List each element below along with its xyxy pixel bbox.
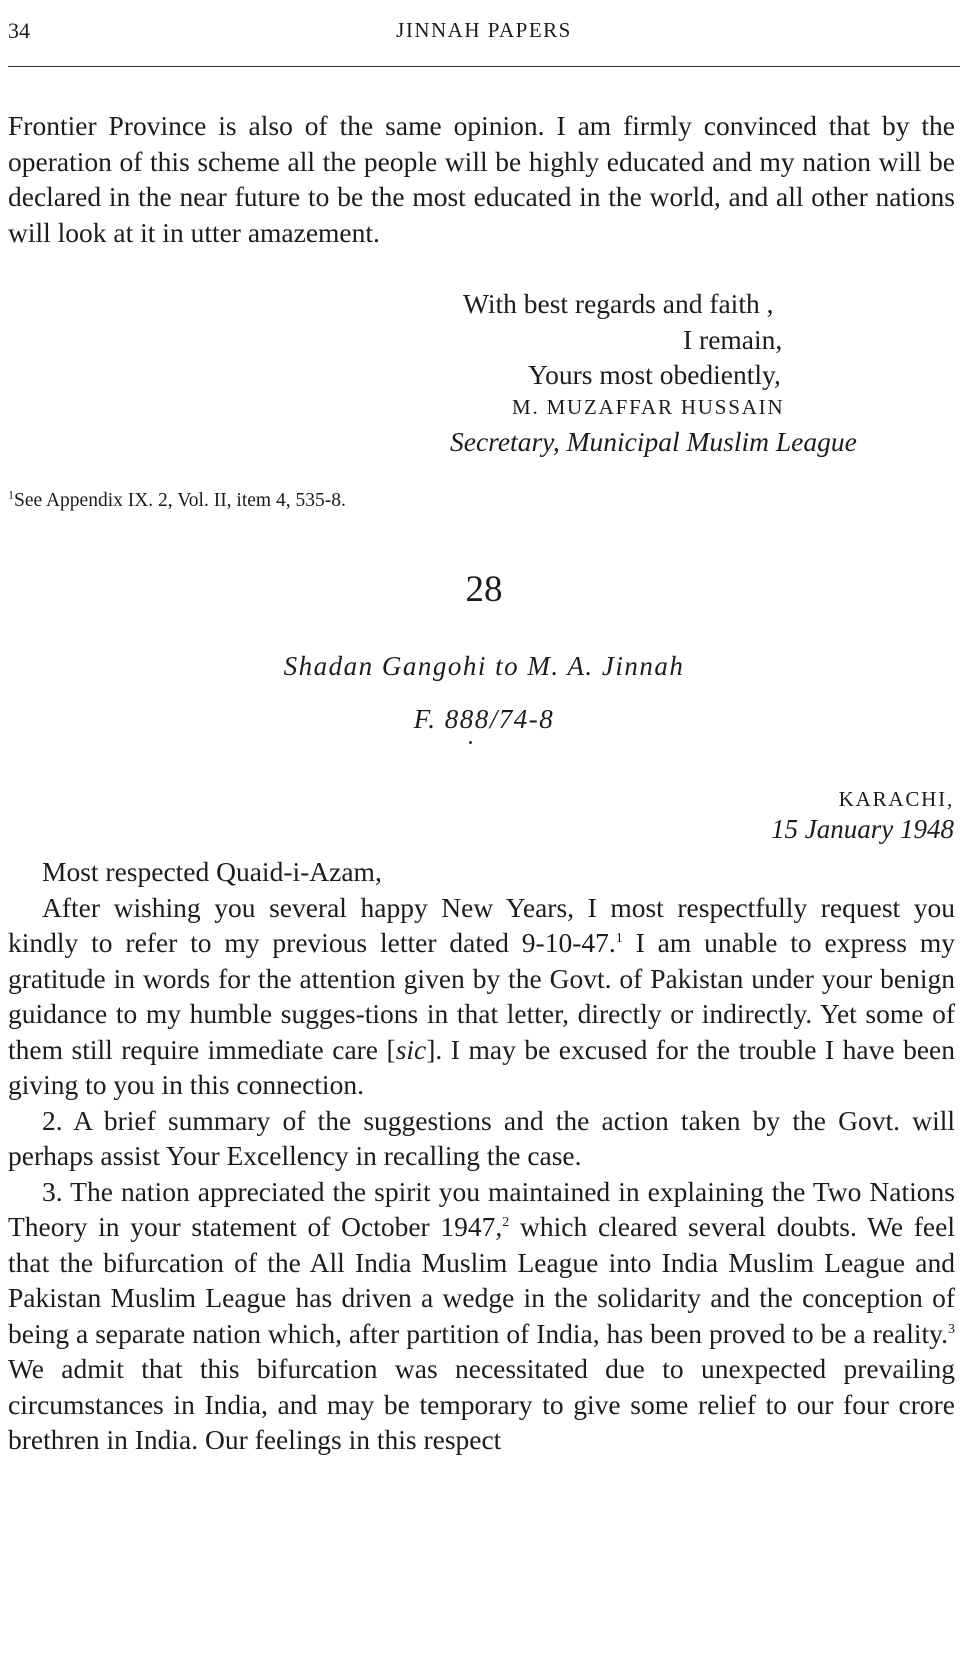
- letter-date: 15 January 1948: [771, 814, 954, 844]
- footnote-marker: 1: [8, 487, 14, 502]
- paragraph-2: 2. A brief summary of the suggestions and the action taken by the Govt. will perhaps assist Your Excellency in recalling the case.: [8, 1104, 955, 1171]
- document-number: 28: [465, 569, 503, 610]
- letter-body: [8, 854, 955, 1458]
- closing-yours: Yours most obediently,: [528, 359, 781, 390]
- letter-place: KARACHI,: [838, 787, 954, 811]
- footnote-ref-2: 2: [502, 1214, 510, 1230]
- footnote: [8, 487, 346, 512]
- closing-remain: I remain,: [683, 324, 783, 355]
- footnote-ref-1: 1: [615, 930, 623, 946]
- file-reference: F. 888/74-8: [413, 704, 555, 734]
- closing-regards: With best regards and faith ,: [463, 288, 774, 319]
- stray-dot: [469, 741, 472, 744]
- document-heading: Shadan Gangohi to M. A. Jinnah: [283, 651, 685, 681]
- header-rule: [8, 66, 960, 67]
- signatory-designation: Secretary, Municipal Muslim League: [450, 426, 857, 457]
- running-header: [0, 18, 968, 52]
- paragraph-1: After wishing you several happy New Years, I most respectfully request you kindly to refer to my previous letter dated 9-10-47.$^1$ I am unable to express my gratitude in words for the attention given by the Govt. of Pakistan under your benign guidance to my humble sugges-tions in that letter, directly or indirectly. Yet some of them still require immediate care [sic]. I may be excused for the trouble I have been giving to you in this connection.: [8, 891, 956, 1100]
- signatory-name: M. MUZAFFAR HUSSAIN: [512, 395, 785, 419]
- paragraph-3: 3. The nation appreciated the spirit you maintained in explaining the Two Nations Theory in your statement of October 1947,$^2$ which cleared several doubts. We feel that the bifurcation of the All India Muslim League into India Muslim League and Pakistan Muslim League has driven a wedge in the solidarity and the conception of being a separate nation which, after partition of India, has been proved to be a reality.$^3$ We admit that this bifurcation was necessitated due to unexpected prevailing circumstances in India, and may be temporary to give some relief to our four crore brethren in India. Our feelings in this respect: [8, 1175, 955, 1455]
- page-number: 34: [8, 18, 30, 43]
- running-title: JINNAH PAPERS: [396, 18, 572, 42]
- salutation: Most respected Quaid-i-Azam,: [42, 856, 382, 887]
- continuation-paragraph: [8, 108, 955, 250]
- continuation-text: Frontier Province is also of the same opinion. I am firmly convinced that by the operation of this scheme all the people will be highly educated and my nation will be declared in the near future to be the most educated in the world, and all other nations will look at it in utter amazement.: [8, 110, 955, 248]
- footnote-ref-3: 3: [948, 1321, 955, 1337]
- footnote-text: See Appendix IX. 2, Vol. II, item 4, 535-8.: [14, 490, 346, 511]
